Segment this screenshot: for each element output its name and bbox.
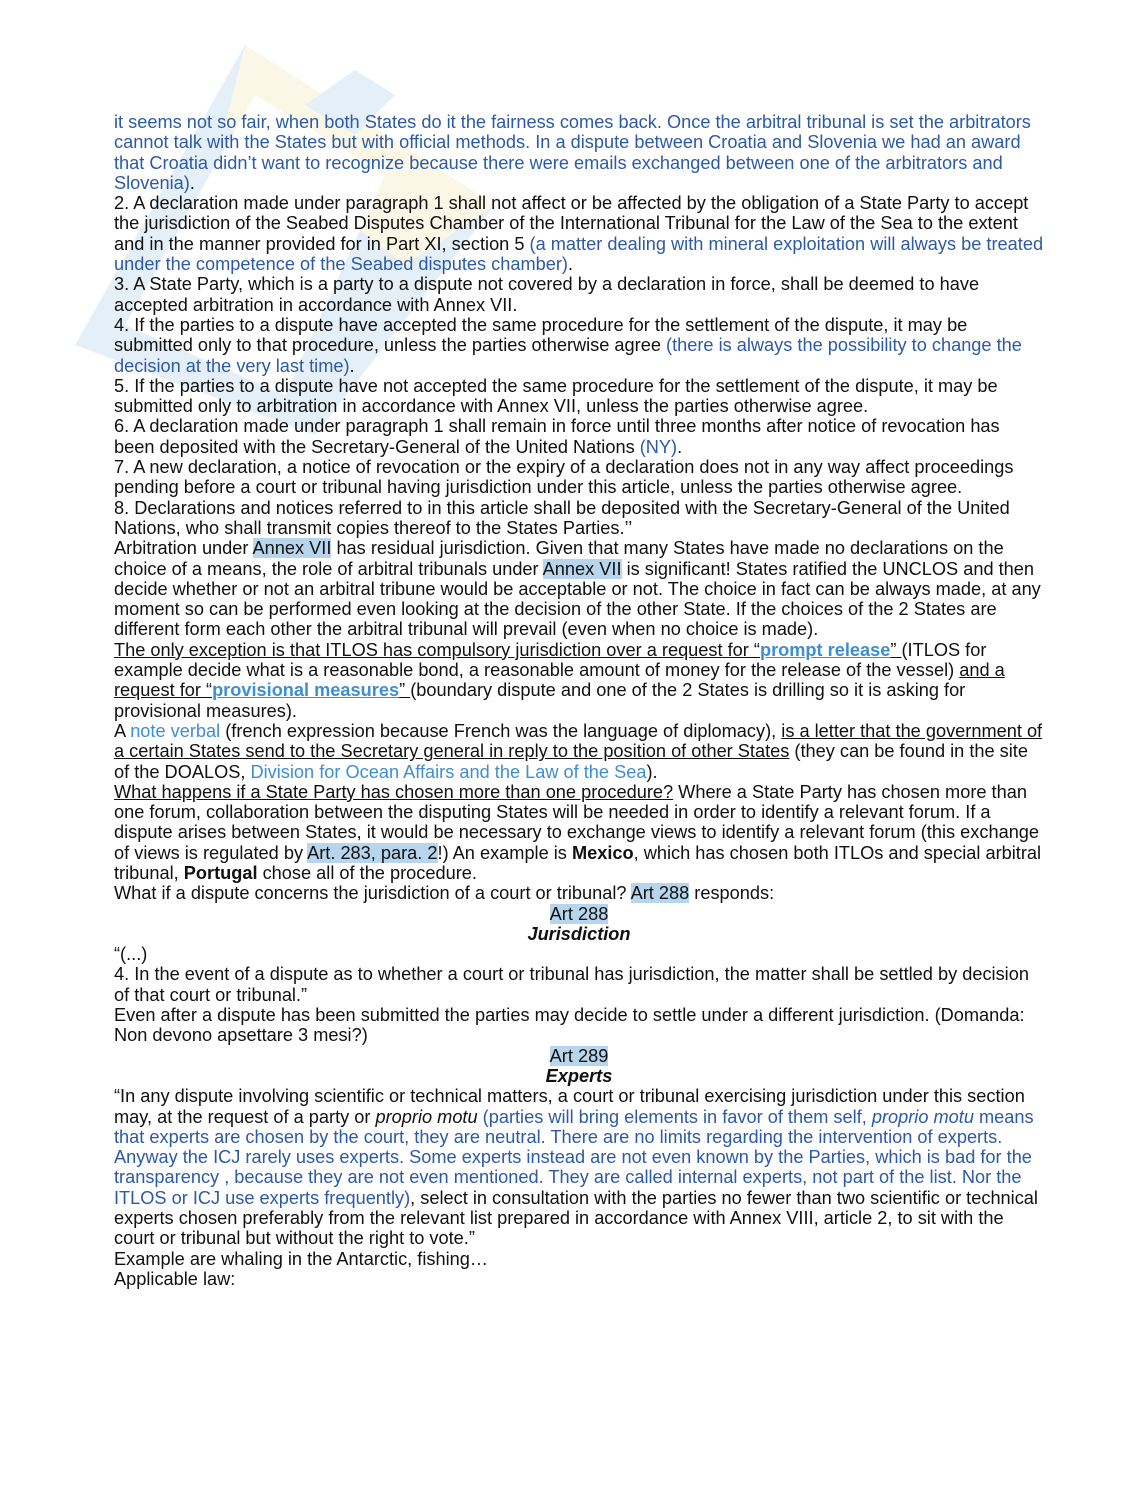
paragraph-6: 6. A declaration made under paragraph 1 shall remain in force until three months after notice of revocation has been deposited with the Secretary-General of the United Nations (NY). [114, 416, 1000, 457]
paragraph-4: 4. If the parties to a dispute have accepted the same procedure for the settlement of the dispute, it may be submitted only to that procedure, unless the parties otherwise agree (there is always the possibility to change the decision at the very last time). [114, 314, 1022, 376]
article-number: Art 289 [549, 1045, 609, 1066]
paragraph-7: 7. A new declaration, a notice of revocation or the expiry of a declaration does not in any way affect proceedings pending before a court or tribunal having jurisdiction under this article, unless the parties otherwise agree. [114, 457, 1014, 498]
highlight-art-288: Art 288 [630, 883, 690, 904]
paragraph-jurisdiction-question: What if a dispute concerns the jurisdiction of a court or tribunal? Art 288 responds: [114, 883, 775, 904]
article-heading [114, 1046, 1044, 1066]
paragraph-examples: Example are whaling in the Antarctic, fishing… [114, 1248, 489, 1269]
highlight-art-283: Art. 283, para. 2 [307, 842, 438, 863]
paragraph-multiple-procedures: What happens if a State Party has chosen more than one procedure? Where a State Party has chosen more than one forum, collaboration between the disputing States will be needed in order to identify a relevant forum. If a dispute arises between States, it would be necessary to exchange views to identify a relevant forum (this exchange of views is regulated by Art. 283, para. 2!) An example is Mexico, which has chosen both ITLOs and special arbitral tribunal, Portugal chose all of the procedure. [114, 781, 1042, 883]
highlight-annex-vii: Annex VII [252, 538, 332, 559]
paragraph-applicable-law: Applicable law: [114, 1268, 236, 1289]
paragraph-art288-4: 4. In the event of a dispute as to whether a court or tribunal has jurisdiction, the matter shall be settled by decision of that court or tribunal.” [114, 964, 1029, 1005]
paragraph-experts: “In any dispute involving scientific or technical matters, a court or tribunal exercising jurisdiction under this section may, at the request of a party or proprio motu (parties will bring elements in favor of them self, proprio motu means that experts are chosen by the court, they are neutral. There are no limits regarding the intervention of experts. Anyway the ICJ rarely uses experts. Some experts instead are not even known by the Parties, which is bad for the transparency , because they are not even mentioned. They are called internal experts, not part of the list. Nor the ITLOS or ICJ use experts frequently), select in consultation with the parties no fewer than two scientific or technical experts chosen preferably from the relevant list prepared in accordance with Annex VIII, article 2, to sit with the court or tribunal but without the right to vote.” [114, 1086, 1038, 1249]
paragraph-arbitration: Arbitration under Annex VII has residual jurisdiction. Given that many States have made no declarations on the choice of a means, the role of arbitral tribunals under Annex VII is significant! States ratified the UNCLOS and then decide whether or not an arbitral tribune would be acceptable or not. The choice in fact can be always made, at any moment so can be performed even looking at the decision of the other State. If the choices of the 2 States are different form each other the arbitral tribunal will prevail (even when no choice is made). [114, 538, 1041, 640]
document-body [114, 112, 1044, 1289]
paragraph-quote-open: “(...) [114, 944, 148, 965]
article-title: Experts [545, 1065, 613, 1086]
term-prompt-release: prompt release [759, 639, 891, 660]
article-title: Jurisdiction [527, 923, 631, 944]
paragraph-8: 8. Declarations and notices referred to in this article shall be deposited with the Secretary-General of the United Nations, who shall transmit copies thereof to the States Parties.’’ [114, 497, 1010, 538]
article-number: Art 288 [549, 903, 609, 924]
paragraph-3: 3. A State Party, which is a party to a dispute not covered by a declaration in force, shall be deemed to have accepted arbitration in accordance with Annex VII. [114, 274, 980, 315]
paragraph-5: 5. If the parties to a dispute have not accepted the same procedure for the settlement of the dispute, it may be submitted only to arbitration in accordance with Annex VII, unless the parties otherwise agree. [114, 375, 998, 417]
term-provisional-measures: provisional measures [212, 680, 400, 701]
paragraph-note-verbal: A note verbal (french expression because French was the language of diplomacy), is a letter that the government of a certain States send to the Secretary general in reply to the position of other States (they can be found in the site of the DOALOS, Division for Ocean Affairs and the Law of the Sea). [114, 720, 1043, 782]
paragraph-2: 2. A declaration made under paragraph 1 shall not affect or be affected by the obligation of a State Party to accept the jurisdiction of the Seabed Disputes Chamber of the International Tribunal for the Law of the Sea to the extent and in the manner provided for in Part XI, section 5 (a matter dealing with mineral exploitation will always be treated under the competence of the Seabed disputes chamber). [114, 193, 1044, 275]
term-note-verbal: note verbal [130, 720, 221, 741]
article-heading [114, 904, 1044, 924]
paragraph-different-jurisdiction: Even after a dispute has been submitted the parties may decide to settle under a different jurisdiction. (Domanda: Non devono apsettare 3 mesi?) [114, 1005, 1025, 1046]
paragraph-exception: The only exception is that ITLOS has compulsory jurisdiction over a request for “prompt release” (ITLOS for example decide what is a reasonable bond, a reasonable amount of money for the release of the vessel) and a request for “provisional measures” (boundary dispute and one of the 2 States is drilling so it is asking for provisional measures). [114, 639, 1005, 721]
highlight-annex-vii: Annex VII [542, 558, 622, 579]
paragraph: it seems not so fair, when both States do it the fairness comes back. Once the arbitral tribunal is set the arbitrators cannot talk with the States but with official methods. In a dispute between Croatia and Slovenia we had an award that Croatia didn’t want to recognize because there were emails exchanged between one of the arbitrators and Slovenia). [114, 112, 1031, 193]
term-doalos: Division for Ocean Affairs and the Law of the Sea [250, 761, 647, 782]
